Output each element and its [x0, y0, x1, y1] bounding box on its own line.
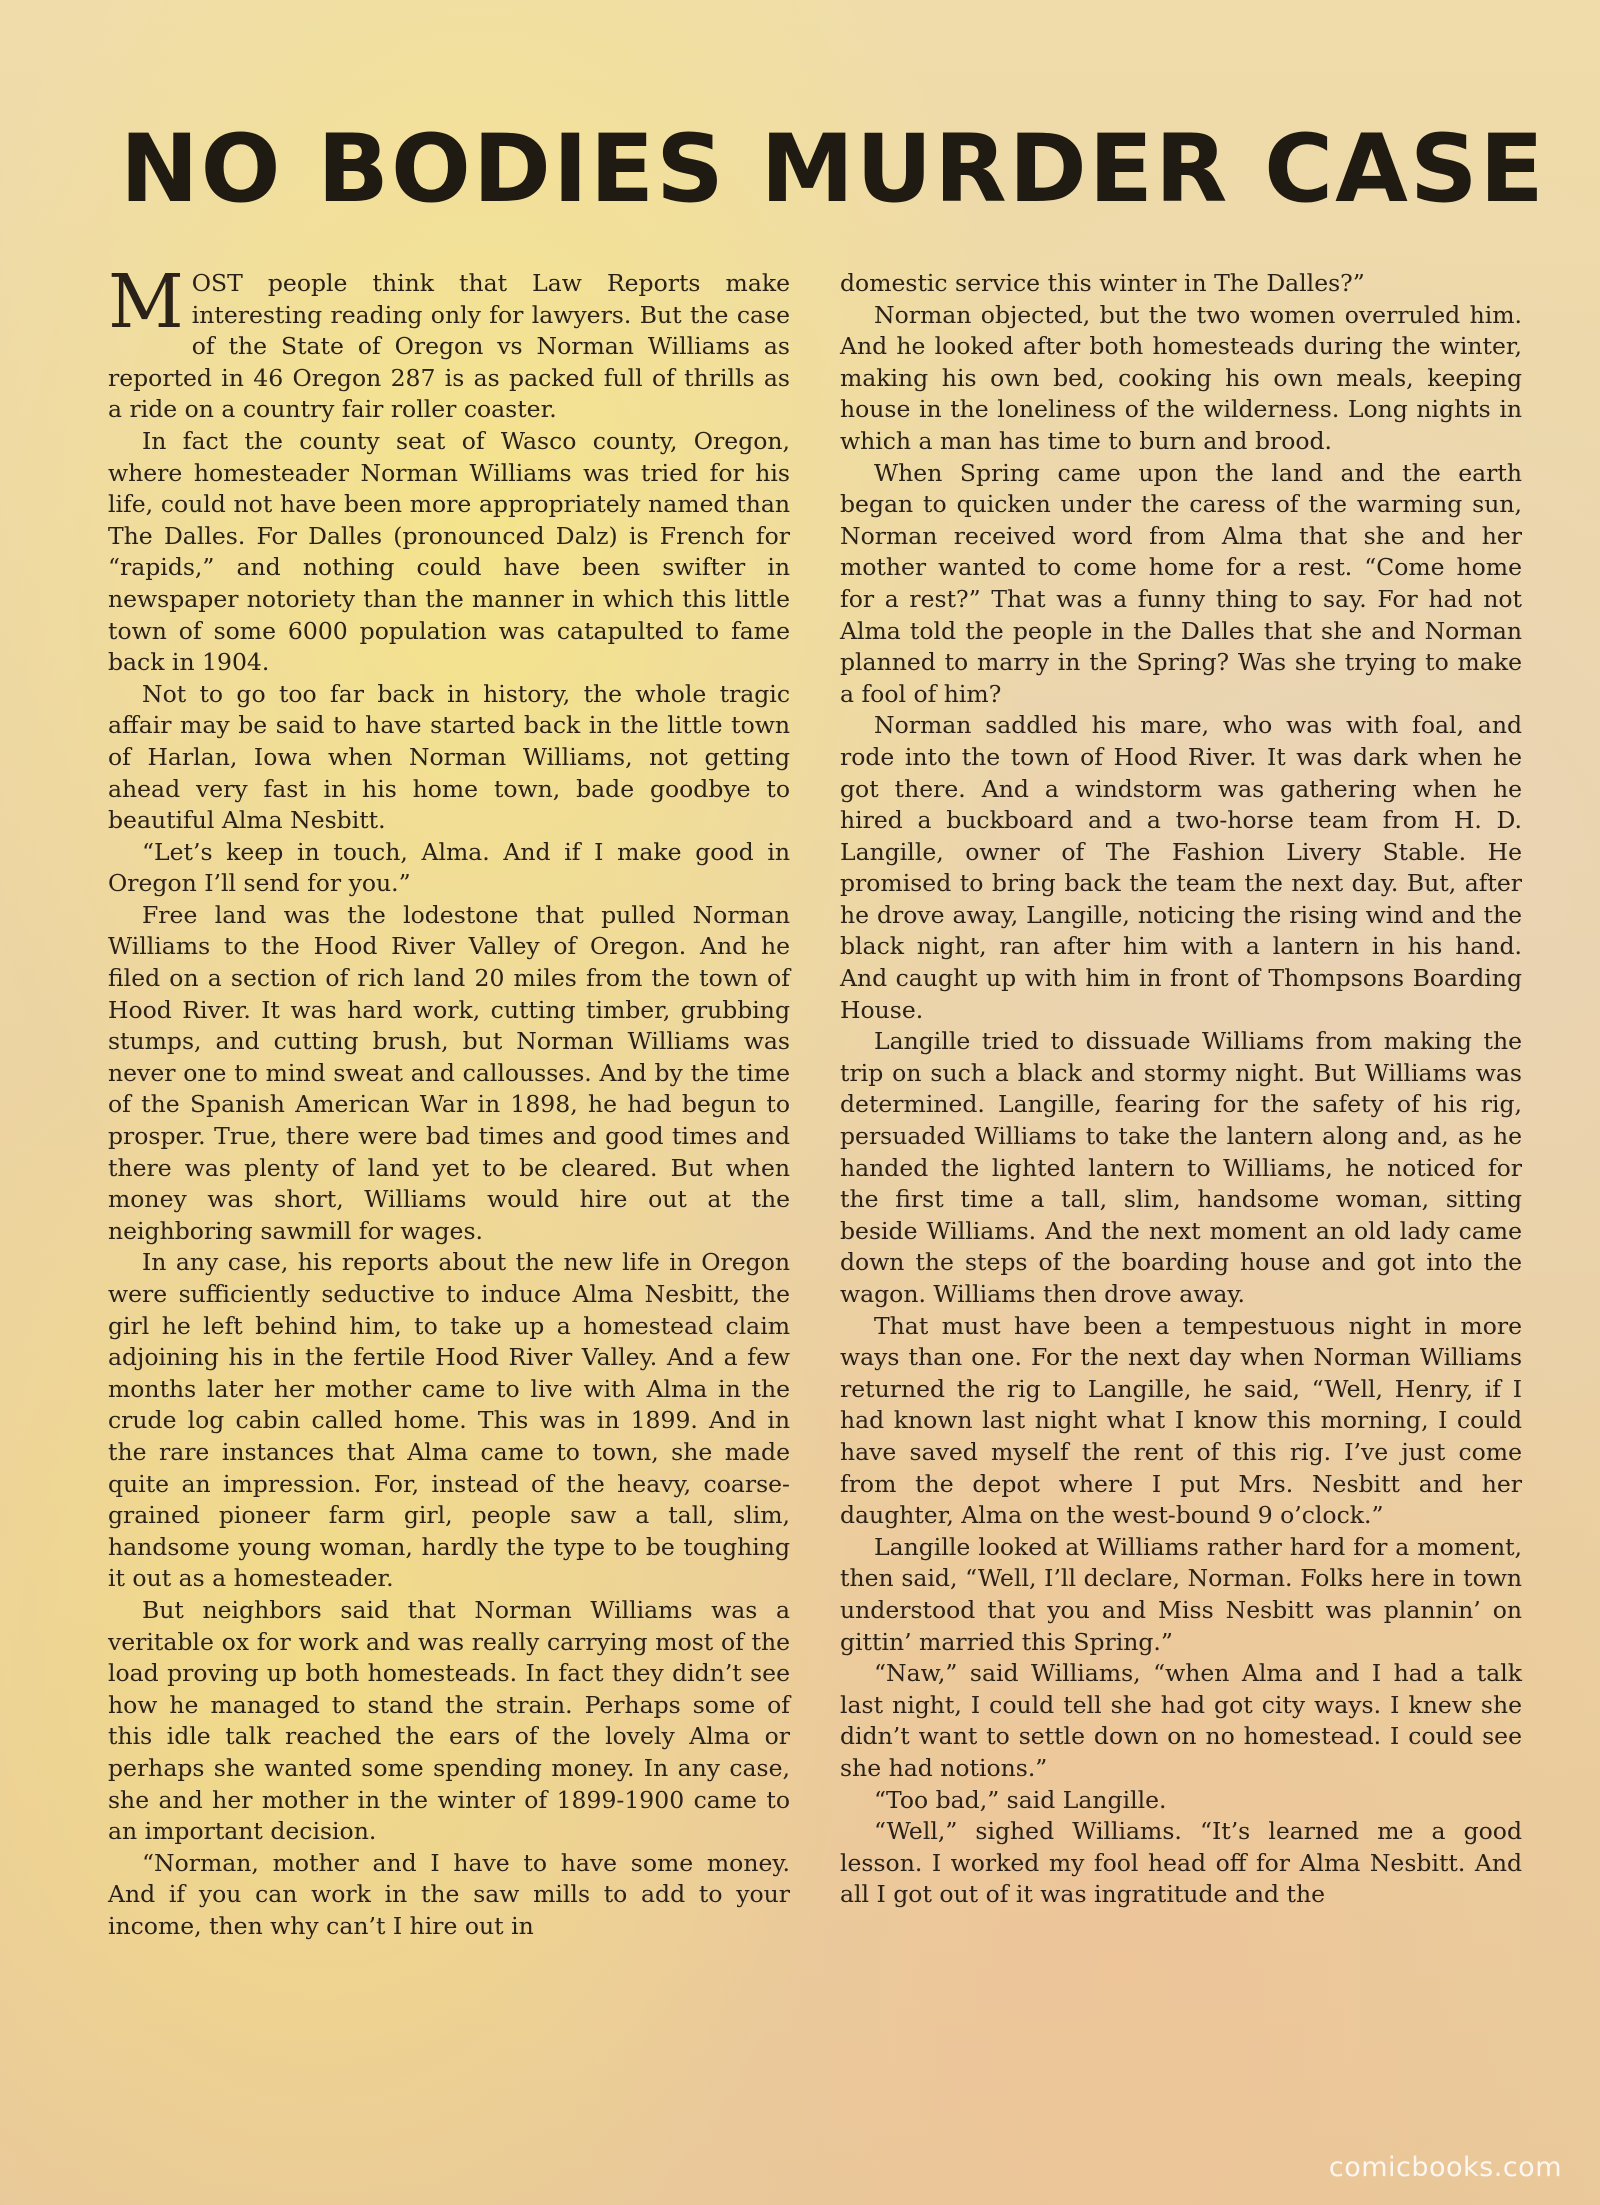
paragraph: Langille tried to dissuade Williams from making the trip on such a black and stormy night. But Williams was determined. Langille, fearing for the safety of his rig, persuaded Williams to take the lantern along and, as he handed the lighted lantern to Williams, he noticed for the first time a tall, slim, handsome woman, sitting beside Williams. And the next moment an old lady came down the steps of the boarding house and got into the wagon. Williams then drove away. [840, 1027, 1522, 1308]
right-column [840, 268, 1522, 1911]
paragraph: In any case, his reports about the new life in Oregon were sufficiently seductive to induce Alma Nesbitt, the girl he left behind him, to take up a homestead claim adjoining his in the fertile Hood River Valley. And a few months later her mother came to live with Alma in the crude log cabin called home. This was in 1899. And in the rare instances that Alma came to town, she made quite an impression. For, instead of the heavy, coarse-grained pioneer farm girl, people saw a tall, slim, handsome young woman, hardly the type to be toughing it out as a homesteader. [108, 1248, 790, 1593]
paragraph: Langille looked at Williams rather hard for a moment, then said, “Well, I’ll declare, Norman. Folks here in town understood that you and Miss Nesbitt was plannin’ on gittin’ married this Spring.” [840, 1532, 1522, 1656]
paragraph: Norman saddled his mare, who was with foal, and rode into the town of Hood River. It was dark when he got there. And a windstorm was gathering when he hired a buckboard and a two-horse team from H. D. Langille, owner of The Fashion Livery Stable. He promised to bring back the team the next day. But, after he drove away, Langille, noticing the rising wind and the black night, ran after him with a lantern in his hand. And caught up with him in front of Thompsons Boarding House. [840, 711, 1522, 1024]
paragraph: Norman objected, but the two women overruled him. And he looked after both homesteads during the winter, making his own bed, cooking his own meals, keeping house in the loneliness of the wilderness. Long nights in which a man has time to burn and brood. [840, 300, 1522, 455]
paragraph: Free land was the lodestone that pulled Norman Williams to the Hood River Valley of Oregon. And he filed on a section of rich land 20 miles from the town of Hood River. It was hard work, cutting timber, grubbing stumps, and cutting brush, but Norman Williams was never one to mind sweat and callousses. And by the time of the Spanish American War in 1898, he had begun to prosper. True, there were bad times and good times and there was plenty of land yet to be cleared. But when money was short, Williams would hire out at the neighboring sawmill for wages. [108, 900, 790, 1245]
paragraph: That must have been a tempestuous night in more ways than one. For the next day when Norman Williams returned the rig to Langille, he said, “Well, Henry, if I had known last night what I know this morning, I could have saved myself the rent of this rig. I’ve just come from the depot where I put Mrs. Nesbitt and her daughter, Alma on the west-bound 9 o’clock.” [840, 1311, 1522, 1530]
paragraph: “Let’s keep in touch, Alma. And if I make good in Oregon I’ll send for you.” [108, 837, 790, 898]
article-title: NO BODIES MURDER CASE [120, 115, 1546, 224]
paragraph: “Well,” sighed Williams. “It’s learned me a good lesson. I worked my fool head off for Alma Nesbitt. And all I got out of it was ingratitude and the [840, 1817, 1522, 1909]
paragraph: “Naw,” said Williams, “when Alma and I had a talk last night, I could tell she had got city ways. I knew she didn’t want to settle down on no homestead. I could see she had notions.” [840, 1659, 1522, 1782]
paragraph: But neighbors said that Norman Williams was a veritable ox for work and was really carrying most of the load proving up both homesteads. In fact they didn’t see how he managed to stand the strain. Perhaps some of this idle talk reached the ears of the lovely Alma or perhaps she wanted some spending money. In any case, she and her mother in the winter of 1899-1900 came to an important decision. [108, 1595, 790, 1846]
site-watermark: comicbooks.com [1328, 2152, 1562, 2183]
paragraph [108, 259, 790, 426]
drop-cap: M [108, 259, 184, 345]
paragraph: domestic service this winter in The Dalles?” [840, 269, 1365, 297]
article-body [108, 259, 1528, 2078]
paragraph: “Norman, mother and I have to have some money. And if you can work in the saw mills to add to your income, then why can’t I hire out in [108, 1848, 790, 1940]
paragraph: In fact the county seat of Wasco county, Oregon, where homesteader Norman Williams was tried for his life, could not have been more appropriately named than The Dalles. For Dalles (pronounced Dalz) is French for “rapids,” and nothing could have been swifter in newspaper notoriety than the manner in which this little town of some 6000 population was catapulted to fame back in 1904. [108, 426, 790, 677]
paragraph: “Too bad,” said Langille. [874, 1785, 1167, 1814]
left-column [108, 259, 790, 1942]
paragraph: Not to go too far back in history, the whole tragic affair may be said to have started back in the little town of Harlan, Iowa when Norman Williams, not getting ahead very fast in his home town, bade goodbye to beautiful Alma Nesbitt. [108, 679, 790, 835]
paragraph-text: OST people think that Law Reports make interesting reading only for lawyers. But the case of the State of Oregon vs Norman Williams as reported in 46 Oregon 287 is as packed full of thrills as a ride on a country fair roller coaster. [108, 269, 790, 424]
paragraph: When Spring came upon the land and the earth began to quicken under the caress of the warming sun, Norman received word from Alma that she and her mother wanted to come home for a rest. “Come home for a rest?” That was a funny thing to say. For had not Alma told the people in the Dalles that she and Norman planned to marry in the Spring? Was she trying to make a fool of him? [840, 458, 1522, 708]
